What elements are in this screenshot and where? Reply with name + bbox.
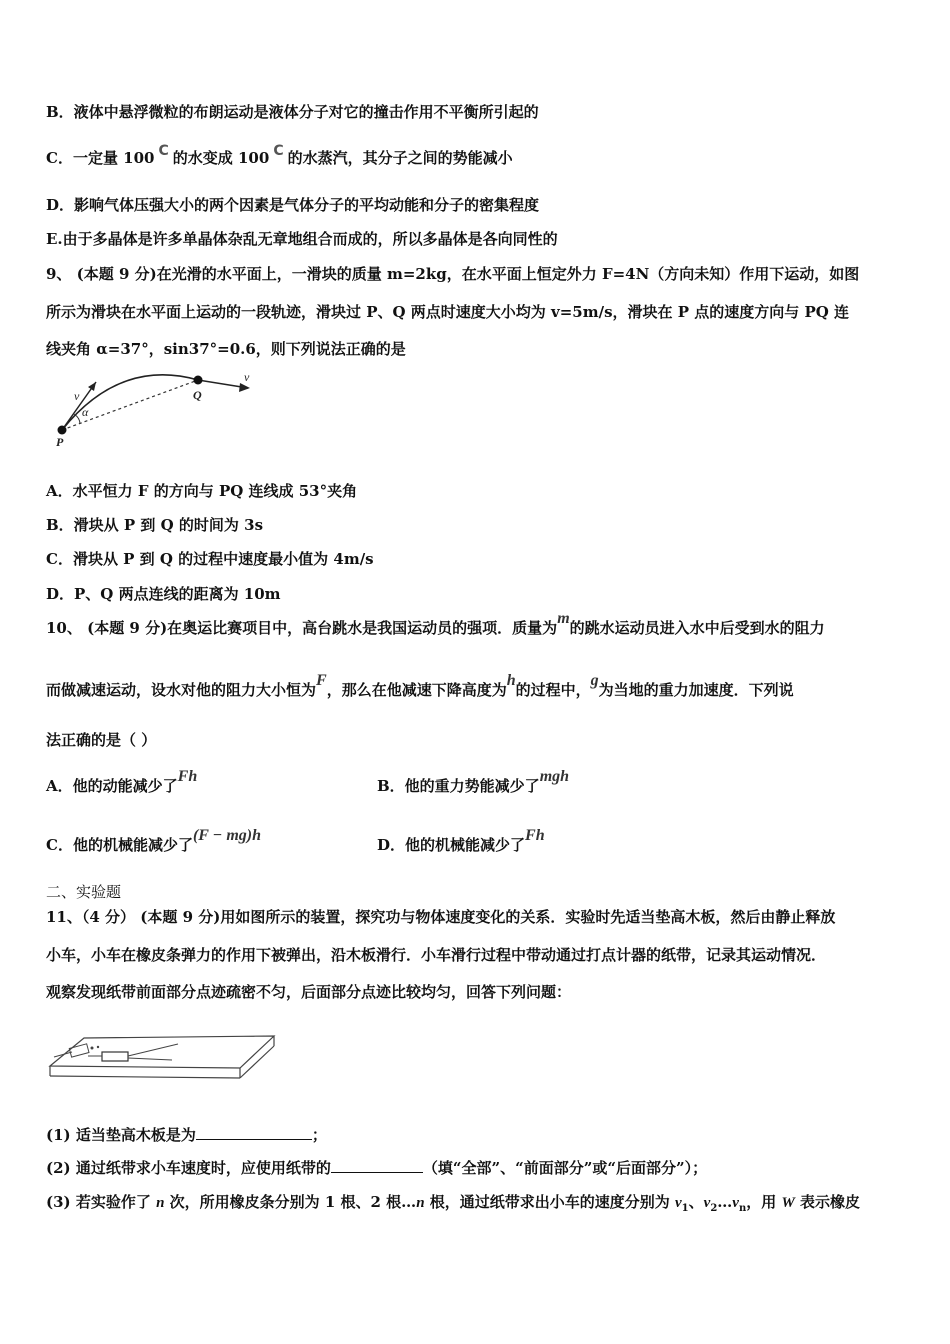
q10-stem-line3: 法正确的是（ ）	[46, 731, 157, 749]
part-text: (3) 若实验作了	[46, 1193, 157, 1211]
q10-text: 10、 (本题 9 分)在奥运比赛项目中，高台跳水是我国运动员的强项．质量为	[46, 619, 558, 637]
part-text: 表示橡皮	[794, 1193, 861, 1211]
label-p: P	[56, 435, 64, 448]
apparatus-figure	[44, 1030, 280, 1086]
formula-f-minus-mg-h: (F − mg)h	[192, 827, 262, 844]
answer-blank-2[interactable]	[331, 1158, 423, 1173]
q10-option-d	[377, 827, 545, 856]
symbol-w: W	[781, 1195, 795, 1211]
subscript: 1	[681, 1203, 689, 1214]
symbol-v: v	[674, 1195, 682, 1211]
q8-option-c	[46, 143, 513, 169]
q8-c-post: 的水蒸汽，其分子之间的势能减小	[287, 149, 513, 167]
cart	[102, 1052, 128, 1061]
q8-c-mid: 的水变成 100	[172, 149, 270, 167]
q10-option-c	[46, 827, 262, 856]
wooden-board	[50, 1036, 274, 1068]
q8-c-pre: C．一定量 100	[46, 149, 155, 167]
q10-text: 而做减速运动，设水对他的阻力大小恒为	[46, 681, 317, 699]
part-text: 根，通过纸带求出小车的速度分别为	[424, 1193, 675, 1211]
symbol-m: m	[557, 610, 570, 627]
part-text: 次，所用橡皮条分别为 1 根、2 根…	[164, 1193, 417, 1211]
q11-stem-line2: 小车，小车在橡皮条弹力的作用下被弹出，沿木板滑行．小车滑行过程中带动通过打点计器的纸带，记录其运动情况．	[46, 946, 827, 964]
part-text: ，用	[746, 1193, 782, 1211]
label-q: Q	[193, 388, 202, 402]
trajectory-figure	[50, 368, 260, 448]
q11-part2	[46, 1158, 707, 1178]
q8-option-b: B．液体中悬浮微粒的布朗运动是液体分子对它的撞击作用不平衡所引起的	[46, 103, 539, 121]
q10-stem-line2	[46, 672, 794, 701]
symbol-g: g	[590, 672, 599, 689]
q10-text: 的跳水运动员进入水中后受到水的阻力	[569, 619, 825, 637]
part-text: (2) 通过纸带求小车速度时，应使用纸带的	[46, 1159, 331, 1177]
timer-device	[69, 1044, 89, 1057]
part-text: 、	[688, 1193, 704, 1211]
q9-option-b: B．滑块从 P 到 Q 的时间为 3s	[46, 516, 264, 534]
option-text: A．他的动能减少了	[46, 777, 178, 795]
section-heading-experiment: 二、实验题	[46, 883, 122, 901]
celsius-unit: C	[158, 143, 169, 159]
symbol-v: v	[703, 1195, 711, 1211]
q8-option-e: E.由于多晶体是许多单晶体杂乱无章地组合而成的，所以多晶体是各向同性的	[46, 230, 558, 248]
q10-stem-line1	[46, 610, 825, 639]
rubber-band	[128, 1044, 178, 1056]
formula-mgh: mgh	[539, 768, 570, 785]
q10-text: 的过程中，	[515, 681, 591, 699]
part-text: …	[717, 1193, 733, 1211]
label-v-p: v	[74, 389, 80, 403]
q9-option-a: A．水平恒力 F 的方向与 PQ 连线成 53°夹角	[46, 482, 358, 500]
q9-stem-line1: 9、 (本题 9 分)在光滑的水平面上，一滑块的质量 m=2kg，在水平面上恒定外力 F=4N（方向未知）作用下运动，如图	[46, 265, 860, 283]
q8-option-d: D．影响气体压强大小的两个因素是气体分子的平均动能和分子的密集程度	[46, 196, 540, 214]
q9-stem-line3: 线夹角 α=37°，sin37°=0.6，则下列说法正确的是	[46, 340, 406, 358]
answer-blank-1[interactable]	[196, 1125, 312, 1140]
rubber-band	[128, 1058, 172, 1060]
q9-option-d: D．P、Q 两点连线的距离为 10m	[46, 585, 281, 603]
q11-part1	[46, 1125, 327, 1145]
paper-tape	[54, 1052, 72, 1057]
celsius-unit: C	[273, 143, 284, 159]
subscript: n	[738, 1203, 747, 1214]
subscript: 2	[710, 1203, 718, 1214]
q10-text: ，那么在他减速下降高度为	[326, 681, 507, 699]
symbol-h: h	[506, 672, 516, 689]
option-text: C．他的机械能减少了	[46, 836, 193, 854]
q10-option-b	[377, 768, 570, 797]
label-v-q: v	[244, 370, 250, 384]
symbol-n: n	[416, 1195, 425, 1211]
part-text: (1) 适当垫高木板是为	[46, 1126, 196, 1144]
formula-fh: Fh	[525, 827, 545, 844]
part-text: ；	[311, 1126, 327, 1144]
symbol-f: F	[316, 672, 327, 689]
option-text: D．他的机械能减少了	[377, 836, 526, 854]
point-q	[194, 376, 203, 385]
formula-fh: Fh	[177, 768, 198, 785]
q11-part3	[46, 1192, 860, 1219]
symbol-v: v	[732, 1195, 739, 1211]
label-alpha: α	[82, 405, 89, 419]
option-text: B．他的重力势能减少了	[377, 777, 540, 795]
q9-stem-line2: 所示为滑块在水平面上运动的一段轨迹，滑块过 P、Q 两点时速度大小均为 v=5m/s，滑块在 P 点的速度方向与 PQ 连	[46, 303, 850, 321]
symbol-n: n	[156, 1195, 165, 1211]
q10-option-a	[46, 768, 198, 797]
q11-stem-line1: 11、（4 分） (本题 9 分)用如图所示的装置，探究功与物体速度变化的关系．实验时先适当垫高木板，然后由静止释放	[46, 908, 836, 926]
part-text: （填“全部”、“前面部分”或“后面部分”）；	[422, 1159, 708, 1177]
q11-stem-line3: 观察发现纸带前面部分点迹疏密不匀，后面部分点迹比较均匀，回答下列问题：	[46, 983, 572, 1001]
q10-text: 为当地的重力加速度．下列说	[598, 681, 794, 699]
q9-option-c: C．滑块从 P 到 Q 的过程中速度最小值为 4m/s	[46, 550, 374, 568]
point-p	[58, 426, 67, 435]
